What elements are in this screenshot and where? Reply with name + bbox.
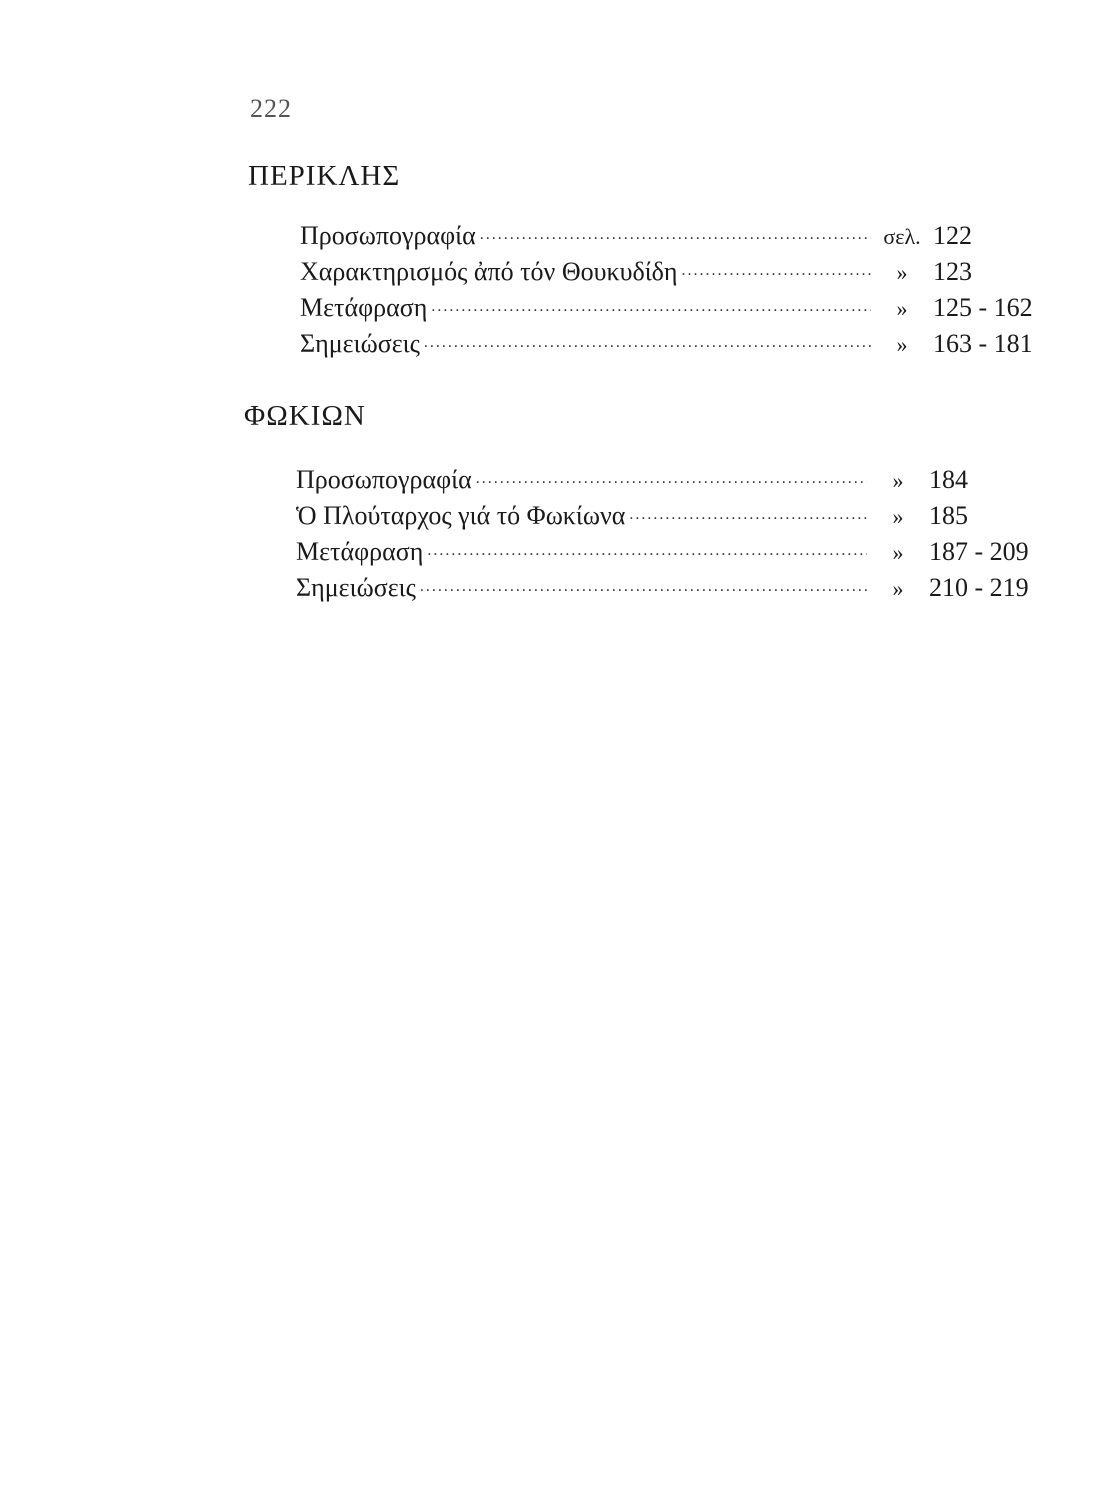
page-number: 222 bbox=[250, 94, 292, 123]
dot-leader bbox=[431, 290, 871, 316]
toc-page-marker: » bbox=[892, 504, 904, 529]
toc-page-range: 184 bbox=[929, 465, 968, 494]
toc-list-phokion bbox=[296, 462, 1041, 606]
dot-leader bbox=[420, 570, 867, 596]
toc-row bbox=[296, 570, 1041, 606]
toc-row bbox=[300, 326, 1045, 362]
toc-entry-label: Προσωπογραφία bbox=[296, 465, 472, 494]
toc-page-marker: » bbox=[896, 296, 908, 321]
toc-entry-label: Προσωπογραφία bbox=[300, 221, 476, 250]
dot-leader bbox=[480, 218, 871, 244]
toc-row bbox=[296, 462, 1041, 498]
toc-list-perikles bbox=[300, 218, 1045, 362]
toc-page-range: 122 bbox=[933, 221, 972, 250]
toc-entry-label: Χαρακτηρισμός ἀπό τόν Θουκυδίδη bbox=[300, 257, 678, 286]
toc-entry-label: Μετάφραση bbox=[296, 537, 424, 566]
toc-row bbox=[296, 534, 1041, 570]
toc-page-range: 210 - 219 bbox=[929, 573, 1029, 602]
toc-page-range: 185 bbox=[929, 501, 968, 530]
dot-leader bbox=[427, 534, 867, 560]
toc-entry-label: Σημειώσεις bbox=[300, 329, 420, 358]
toc-page-range: 163 - 181 bbox=[933, 329, 1033, 358]
toc-row bbox=[300, 290, 1045, 326]
toc-entry-label: Μετάφραση bbox=[300, 293, 428, 322]
toc-page-marker: » bbox=[892, 468, 904, 493]
dot-leader bbox=[424, 326, 871, 352]
dot-leader bbox=[682, 254, 871, 280]
section-title-phokion: ΦΩΚΙΩΝ bbox=[244, 400, 366, 432]
dot-leader bbox=[629, 498, 867, 524]
toc-row bbox=[296, 498, 1041, 534]
toc-page-marker: » bbox=[896, 260, 908, 285]
toc-entry-label: Ὁ Πλούταρχος γιά τό Φωκίωνα bbox=[296, 501, 626, 530]
toc-page-marker: » bbox=[896, 332, 908, 357]
toc-row bbox=[300, 218, 1045, 254]
toc-page-range: 123 bbox=[933, 257, 972, 286]
toc-page-range: 125 - 162 bbox=[933, 293, 1033, 322]
dot-leader bbox=[476, 462, 867, 488]
toc-page-marker: » bbox=[892, 540, 904, 565]
toc-page-marker: » bbox=[892, 576, 904, 601]
section-title-perikles: ΠΕΡΙΚΛΗΣ bbox=[248, 160, 401, 192]
toc-page-range: 187 - 209 bbox=[929, 537, 1029, 566]
toc-page-marker: σελ. bbox=[883, 224, 921, 249]
toc-row bbox=[300, 254, 1045, 290]
toc-entry-label: Σημειώσεις bbox=[296, 573, 416, 602]
